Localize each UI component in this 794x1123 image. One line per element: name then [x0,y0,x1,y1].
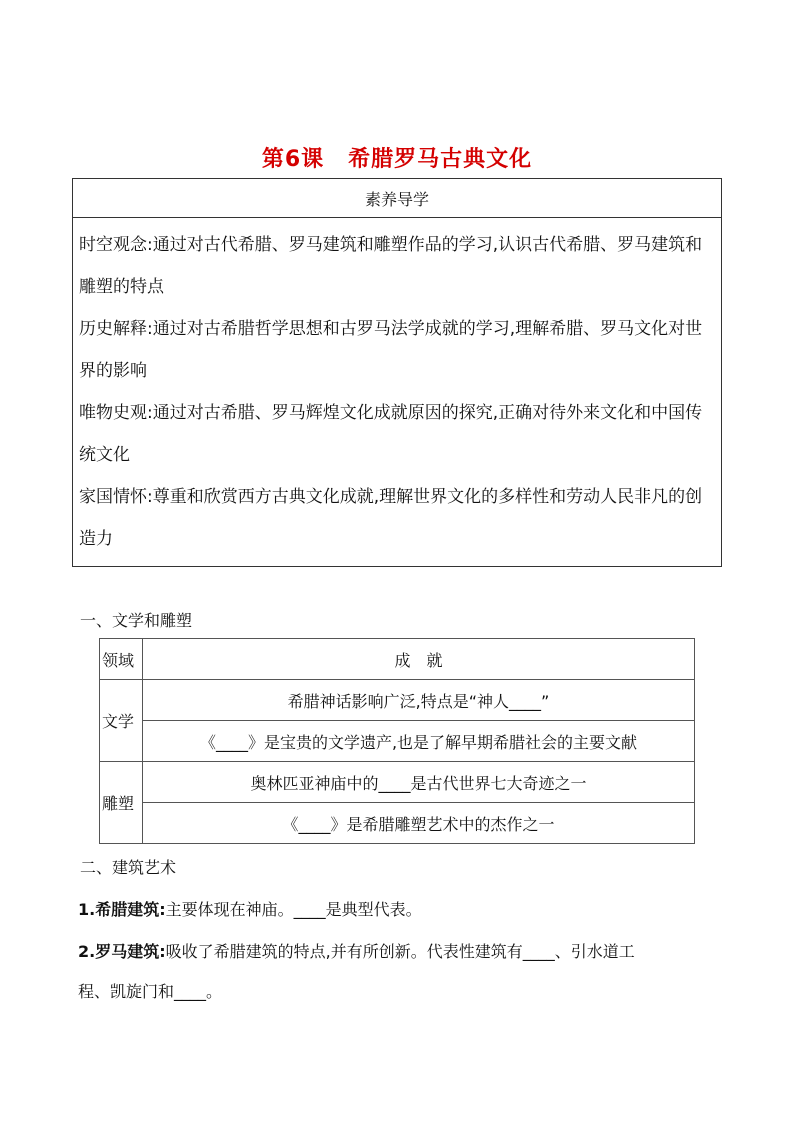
table-row [100,721,695,762]
literacy-guide-header: 素养导学 [73,179,722,218]
greek-architecture-text: 主要体现在神庙。____是典型代表。 [165,900,422,919]
literacy-guide-body [73,218,722,567]
roman-architecture-text-1: 吸收了希腊建筑的特点,并有所创新。代表性建筑有____、引水道工 [165,942,635,961]
cell-epic: 《____》是宝贵的文学遗产,也是了解早期希腊社会的主要文献 [143,721,695,762]
table-row [100,762,695,803]
cell-olympia: 奥林匹亚神庙中的____是古代世界七大奇迹之一 [143,762,695,803]
lesson-name: 希腊罗马古典文化 [348,147,533,172]
goal-time-space: 时空观念:通过对古代希腊、罗马建筑和雕塑作品的学习,认识古代希腊、罗马建筑和雕塑的特点 [79,235,703,297]
goal-historical-interpretation: 历史解释:通过对古希腊哲学思想和古罗马法学成就的学习,理解希腊、罗马文化对世界的影响 [79,319,703,381]
roman-architecture-label: 2.罗马建筑: [78,942,166,961]
header-achievement: 成 就 [143,639,695,680]
roman-architecture-text-2: 程、凯旋门和____。 [78,982,223,1001]
section2-heading: 二、建筑艺术 [80,858,177,877]
table-row [100,803,695,844]
section1-heading: 一、文学和雕塑 [80,611,193,630]
header-field: 领域 [100,639,143,680]
lesson-number: 第6课 [261,147,325,172]
literacy-guide-box [72,178,722,567]
field-literature: 文学 [100,680,143,762]
greek-architecture-paragraph [78,890,728,930]
field-sculpture: 雕塑 [100,762,143,844]
achievements-table [99,638,695,844]
roman-architecture-paragraph [78,932,728,1012]
table-header-row [100,639,695,680]
cell-sculpture-masterpiece: 《____》是希腊雕塑艺术中的杰作之一 [143,803,695,844]
cell-myth: 希腊神话影响广泛,特点是“神人____” [143,680,695,721]
goal-patriotism: 家国情怀:尊重和欣赏西方古典文化成就,理解世界文化的多样性和劳动人民非凡的创造力 [79,487,703,549]
goal-materialism: 唯物史观:通过对古希腊、罗马辉煌文化成就原因的探究,正确对待外来文化和中国传统文化 [79,403,703,465]
page-title [0,142,794,173]
table-row [100,680,695,721]
greek-architecture-label: 1.希腊建筑: [78,900,166,919]
